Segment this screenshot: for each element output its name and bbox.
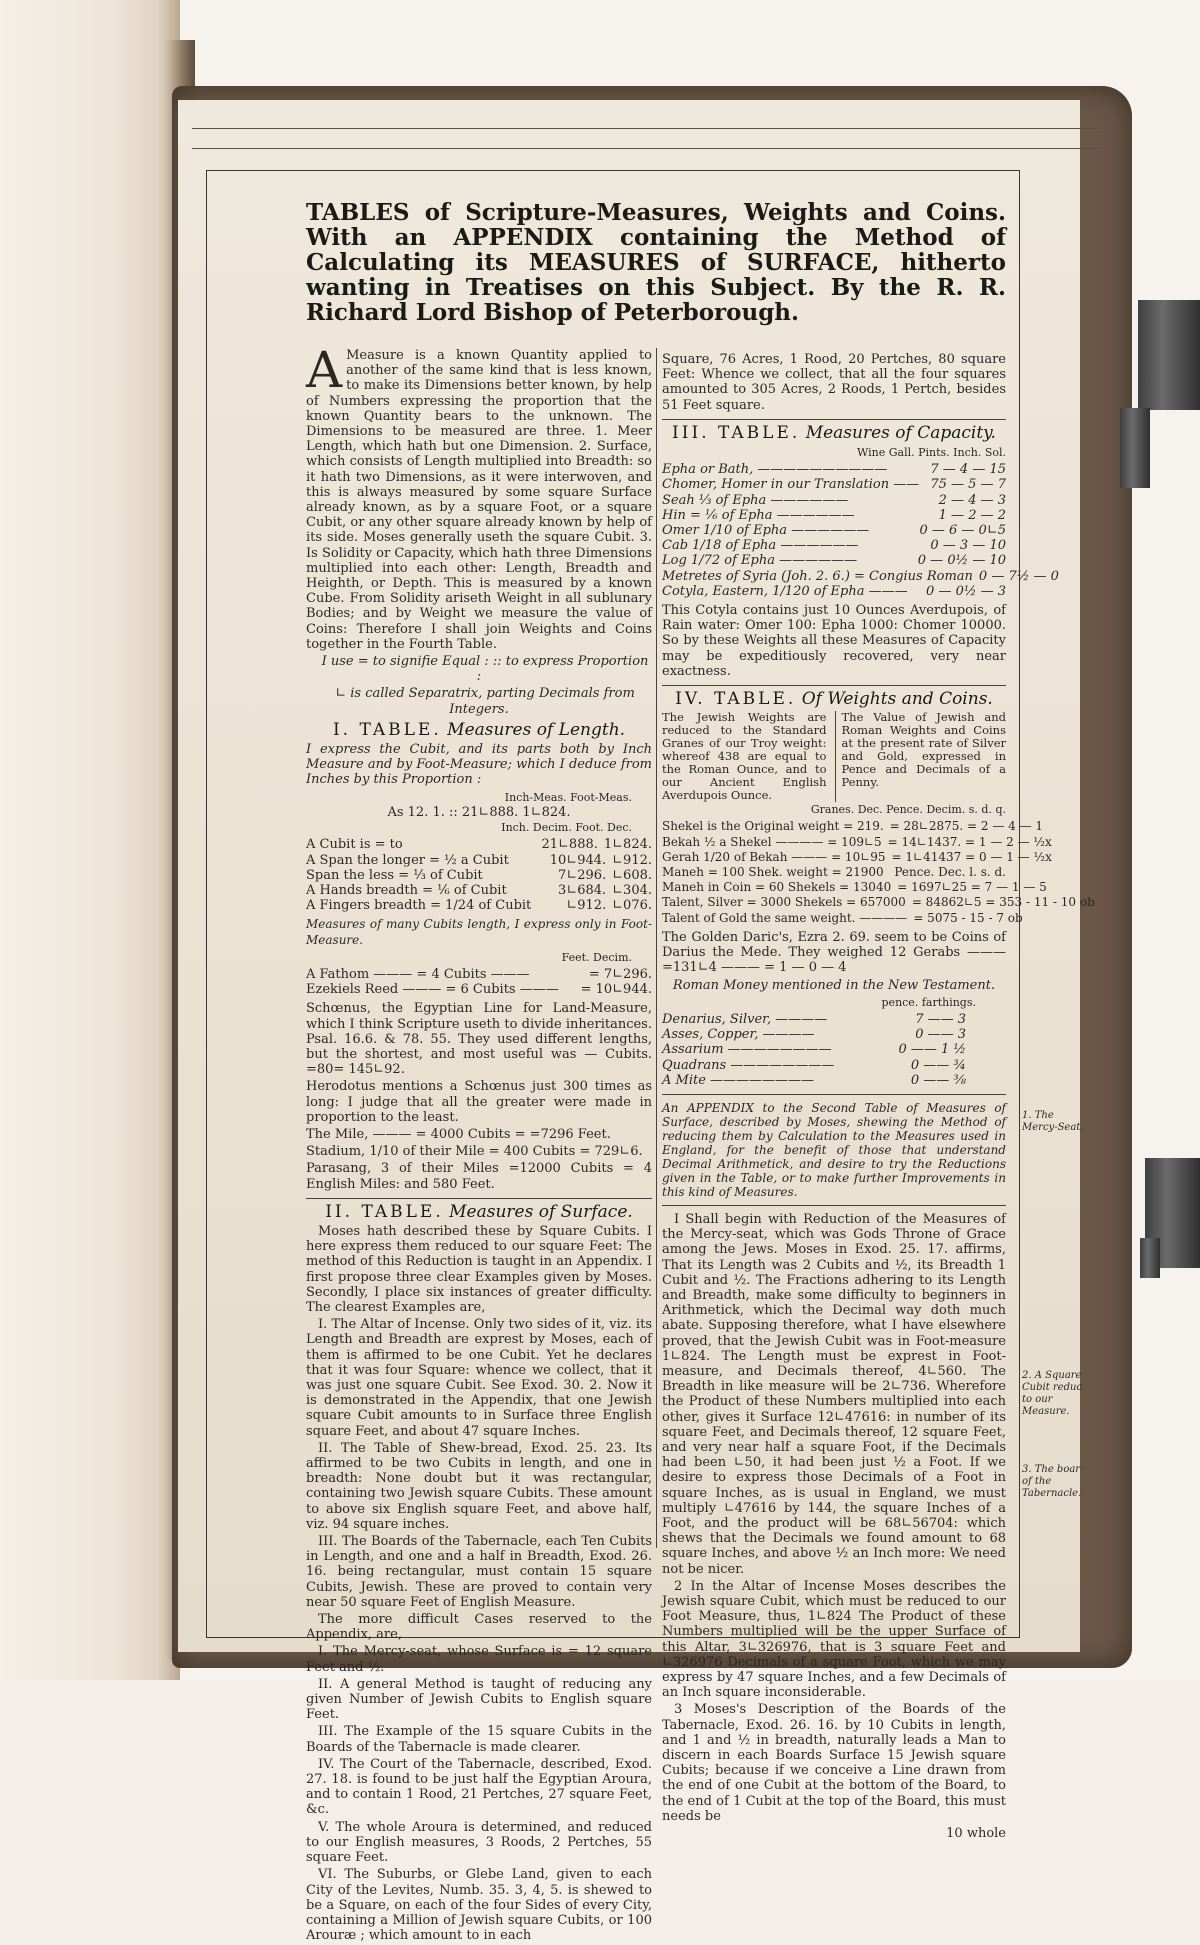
table-cell: ∟912.: [612, 852, 652, 868]
table-row: [306, 898, 652, 913]
table-cell: Chomer, Homer in our Translation ——: [662, 477, 920, 493]
roman-money-rows: [662, 1012, 1006, 1088]
table-4-intro-left: The Jewish Weights are reduced to the Standard Granes of our Troy weight: whereof 438 are equal to the Roman Ounce, and to our Ancient English Averdupois Ounce.: [662, 710, 827, 803]
table-row: [662, 508, 1006, 523]
table-row: [662, 1058, 966, 1073]
continuation-text: Square, 76 Acres, 1 Rood, 20 Pertches, 80 square Feet: Whence we collect, that all the four squares amounted to 305 Acres, 2 Roods, 1 Pertch, besides 51 Feet square.: [662, 352, 1006, 413]
table-cell: ∟304.: [612, 882, 652, 898]
table-cell: Gerah 1/20 of Bekah ——— = 10∟95: [662, 849, 886, 864]
table-row: [662, 584, 1006, 599]
table-1-long-rows: [306, 967, 652, 997]
metal-clasp-upper: [1138, 300, 1200, 410]
table-cell: A Hands breadth = ⅙ of Cubit: [306, 882, 507, 898]
table-cell: = 28∟2875. = 2 — 4 — 1: [889, 819, 1044, 834]
rule: [662, 1205, 1006, 1206]
mile-entry: The Mile, ——— = 4000 Cubits = =7296 Feet.: [306, 1126, 611, 1142]
column-divider: [656, 348, 657, 1548]
table-cell: ∟076.: [612, 898, 652, 914]
table-cell: A Fingers breadth = 1/24 of Cubit: [306, 898, 532, 914]
table-cell: 7 — 4 — 15: [930, 462, 1006, 478]
appendix-para: 2 In the Altar of Incense Moses describes the Jewish square Cubit, which must be reduced to our Foot Measure, thus, 1∟824 The Product of these Numbers multiplied will be the upper Surface of this Altar, 3∟326976, that is 3 square Feet and ∟326976 Decimals of a square Foot, which we may express by 47 square Inches, and a few Decimals of an Inch square inconsiderable.: [662, 1578, 1006, 1701]
table-cell: 21∟888.: [541, 837, 598, 853]
table-cell: 0 — 7½ — 0: [978, 568, 1059, 584]
table-cell: 10∟944.: [549, 852, 607, 868]
table-2-para: The more difficult Cases reserved to the Appendix, are,: [306, 1612, 652, 1643]
rule: [662, 1094, 1006, 1095]
table-1-feet-head: Feet. Decim.: [561, 950, 632, 964]
table-1-col-head: Inch-Meas. Foot-Meas.: [504, 790, 632, 804]
table-row: [662, 523, 1006, 538]
daric-entry: The Golden Daric's, Ezra 2. 69. seem to be Coins of Darius the Mede. They weighed 12 Gerabs ——— =131∟4 ——— = 1 — 0 — 4: [662, 929, 1006, 976]
table-2-para: I. The Mercy-seat, whose Surface is = 12 square Feet and ½.: [306, 1644, 652, 1675]
rule: [662, 685, 1006, 686]
table-3-note: This Cotyla contains just 10 Ounces Averdupois, of Rain water: Omer 100: Epha 1000: Chomer 10000. So by these Weights all these Measures of Capacity may be expeditiously recovered, very near exactness.: [662, 603, 1006, 679]
table-row: [662, 849, 1052, 865]
herodotus-entry: Herodotus mentions a Schœnus just 300 times as long: I judge that all the greater were made in proportion to the least.: [306, 1079, 652, 1125]
table-row: [662, 819, 1044, 834]
table-cell: = 84862∟5 = 353 - 11 - 10 ob: [911, 895, 1095, 910]
table-cell: Omer 1/10 of Epha ——————: [662, 523, 870, 539]
table-2-para: II. A general Method is taught of reducing any given Number of Jewish Cubits to English square Feet.: [306, 1676, 652, 1723]
left-page-leaf: [0, 0, 180, 1680]
table-cell: Cotyla, Eastern, 1/120 of Epha ———: [662, 583, 908, 599]
metal-clasp-lower-tab: [1140, 1238, 1160, 1278]
table-row: [662, 865, 1006, 880]
table-cell: 0 —— 3: [915, 1027, 966, 1043]
table-4-col-head: Granes. Dec. Pence. Decim. s. d. q.: [810, 803, 1006, 817]
table-row: [662, 1073, 966, 1088]
schoenus-entry: Schœnus, the Egyptian Line for Land-Measure, which I think Scripture useth to divide inheritances. Psal. 16.6. & 78. 55. They used different lengths, but the shortest, and most useful was — Cubits. =80= 145∟92.: [306, 1001, 652, 1078]
table-cell: = 1697∟25 = 7 — 1 — 5: [897, 880, 1047, 895]
stadium-entry: Stadium, 1/10 of their Mile = 400 Cubits = 729∟6.: [306, 1144, 643, 1160]
table-cell: 7 —— 3: [915, 1011, 966, 1027]
table-cell: 0 — 0½ — 10: [917, 553, 1006, 569]
appendix-heading: An APPENDIX to the Second Table of Measures of Surface, described by Moses, shewing the Method of reducing them by Calculation to the Measures used in England, for the benefit of those that understand Decimal Arithmetick, and desire to try the Reductions given in the Table, or to make further Improvements in this kind of Measures.: [662, 1100, 1006, 1199]
table-row: [662, 1042, 966, 1057]
table-cell: 0 —— ⅜: [910, 1072, 966, 1088]
table-4-rows: [662, 819, 1095, 925]
table-cell: A Span the longer = ½ a Cubit: [306, 852, 509, 868]
table-cell: Maneh = 100 Shek. weight = 21900: [662, 865, 884, 880]
table-row: [662, 493, 1006, 508]
table-4-intro-right: The Value of Jewish and Roman Weights and Coins at the present rate of Silver and Gold, expressed in Pence and Decimals of a Penny.: [835, 711, 1007, 802]
table-cell: Asses, Copper, ————: [662, 1027, 815, 1043]
left-column: [306, 341, 652, 1945]
appendix-para: 3 Moses's Description of the Boards of the Tabernacle, Exod. 26. 16. by 10 Cubits in length, and 1 and ½ in breadth, naturally leads a Man to discern in each Boards Surface 15 Jewish square Cubits; because if we conceive a Line drawn from the end of one Cubit at the bottom of the Board, to the end of 1 Cubit at the top of the Board, this must needs be: [662, 1702, 1006, 1824]
table-2-para: V. The whole Aroura is determined, and reduced to our English measures, 3 Roods, 2 Pertches, 55 square Feet.: [306, 1819, 652, 1866]
rule: [306, 1198, 652, 1199]
table-row: [662, 462, 1006, 477]
table-2-para: VI. The Suburbs, or Glebe Land, given to each City of the Levites, Numb. 35. 3, 4, 5. is shewed to be a Square, on each of the four Sides of every City, containing a Million of Jewish square Cubits, or 100 Arouræ ; which amount to in each: [306, 1867, 652, 1944]
dropcap-a: A: [306, 341, 343, 399]
table-row: [662, 553, 1006, 568]
table-4-intro: [662, 711, 1006, 802]
table-cell: = 5075 - 15 - 7 ob: [913, 910, 1023, 925]
table-1-proportion: As 12. 1. :: 21∟888. 1∟824.: [387, 804, 571, 820]
catchword: 10 whole: [946, 1826, 1006, 1842]
margin-note-3: 3. The boar of the Tabernacle.: [1022, 1464, 1082, 1499]
table-cell: Metretes of Syria (Joh. 2. 6.) = Congius Roman: [662, 568, 973, 584]
table-cell: = 7∟296.: [588, 966, 652, 982]
table-row: [306, 967, 652, 982]
table-4-heading: IV. TABLE. Of Weights and Coins.: [675, 689, 993, 710]
table-row: [662, 834, 1052, 850]
roman-money-col-head: pence. farthings.: [881, 995, 976, 1009]
table-row: [306, 883, 652, 898]
table-row: [662, 910, 1023, 926]
table-cell: 0 — 6 — 0∟5: [919, 523, 1006, 539]
table-row: [662, 538, 1006, 553]
table-1-many-cubits: Measures of many Cubits length, I express only in Foot-Measure.: [306, 917, 652, 947]
table-row: [306, 837, 652, 852]
table-cell: Ezekiels Reed ——— = 6 Cubits ———: [306, 982, 559, 998]
table-cell: Cab 1/18 of Epha ——————: [662, 538, 859, 554]
table-row: [662, 1027, 966, 1042]
appendix-para: I Shall begin with Reduction of the Measures of the Mercy-seat, which was Gods Throne of Grace among the Jews. Moses in Exod. 25. 17. affirms, That its Length was 2 Cubits and ½, its Breadth 1 Cubit and ½. The Fractions adhering to its Length and Breadth, make some difficulty to beginners in Arithmetick, which the Decimal way doth much abate. Supposing therefore, what I have elsewhere proved, that the Jewish Cubit was in Foot-measure 1∟824. The Length must be exprest in Foot-measure, and Decimals thereof, 4∟560. The Breadth in like measure will be 2∟736. Wherefore the Product of these Numbers multiplied into each other, gives it Surface 12∟47616: in number of its square Feet, and Decimals thereof, 12 square Feet, and very near half a square Foot, if the Decimals had been ∟50, it had been just ½ a Foot. If we desire to express those Decimals of a Foot in square Inches, as is usual in England, we must multiply ∟47616 by 144, the square Inches of a Foot, and the product will be 68∟56704: which shews that the Decimals we found amount to 68 square Inches, and above ½ an Inch more: We need not be nicer.: [662, 1211, 1006, 1577]
table-cell: 0 —— 1 ½: [898, 1042, 966, 1058]
table-2-para: III. The Example of the 15 square Cubits in the Boards of the Tabernacle is made clearer.: [306, 1724, 652, 1755]
table-cell: A Fathom ——— = 4 Cubits ———: [306, 966, 530, 982]
table-row: [662, 880, 1047, 895]
table-cell: Talent, Silver = 3000 Shekels = 657000: [662, 895, 906, 910]
intro-text: Measure is a known Quantity applied to another of the same kind that is less known, to make its Dimensions better known, by help of Numbers expressing the proportion that the known Quantity bears to the unknown. The Dimensions to be measured are three. 1. Meer Length, which hath but one Dimension. 2. Surface, which consists of Length multiplied into Breadth: so it hath two Dimensions, as it were interwoven, and this is always measured by some square Surface already known, as by a square Foot, or a square Cubit, or any other square already known by help of its side. Moses generally useth the square Cubit. 3. Is Solidity or Capacity, which hath three Dimensions multiplied into each other: Length, Breadth and Heighth, or Depth. This is measured by a known Cube. From Solidity ariseth Weight in all sublunary Bodies; and by Weight we measure the value of Coins: Therefore I shall join Weights and Coins together in the Fourth Table.: [306, 348, 652, 652]
table-cell: 3∟684.: [558, 882, 607, 898]
parasang-entry: Parasang, 3 of their Miles =12000 Cubits = 4 English Miles: and 580 Feet.: [306, 1161, 652, 1192]
table-cell: Shekel is the Original weight = 219.: [662, 819, 884, 834]
table-1-intro: I express the Cubit, and its parts both by Inch Measure and by Foot-Measure; which I deduce from Inches by this Proportion :: [306, 742, 652, 788]
table-cell: Log 1/72 of Epha ——————: [662, 553, 858, 569]
table-cell: Denarius, Silver, ————: [662, 1011, 828, 1027]
table-cell: Bekah ½ a Shekel ———— = 109∟5: [662, 834, 882, 849]
notation-line-2: ∟ is called Separatrix, parting Decimals from Integers.: [335, 686, 635, 717]
table-2-para: Moses hath described these by Square Cubits. I here express them reduced to our square Feet: The method of this Reduction is taught in an Appendix. I first propose three clear Examples given by Moses. Secondly, I place six instances of greater difficulty. The clearest Examples are,: [306, 1223, 652, 1315]
margin-note-1: 1. The Mercy-Seat.: [1022, 1110, 1084, 1133]
table-2-para: IV. The Court of the Tabernacle, described, Exod. 27. 18. is found to be just half the Egyptian Aroura, and to contain 1 Rood, 21 Pertches, 27 square Feet, &c.: [306, 1756, 652, 1818]
table-1-rows: [306, 837, 652, 913]
table-2-heading: II. TABLE. Measures of Surface.: [325, 1201, 633, 1222]
table-row: [662, 568, 1059, 584]
table-cell: 0 — 3 — 10: [930, 538, 1006, 554]
table-cell: = 14∟1437. = 1 — 2 — ½x: [887, 834, 1052, 849]
table-cell: 1 — 2 — 2: [938, 507, 1006, 523]
top-rule-2: [192, 148, 1100, 149]
rule: [662, 419, 1006, 420]
table-cell: 0 — 0½ — 3: [926, 583, 1006, 599]
table-cell: Seah ⅓ of Epha ——————: [662, 492, 849, 508]
table-row: [662, 477, 1006, 492]
table-3-heading: III. TABLE. Measures of Capacity.: [672, 422, 996, 443]
notation-line-1: I use = to signifie Equal : :: to express Proportion :: [321, 654, 649, 685]
table-cell: Pence. Dec. l. s. d.: [894, 865, 1006, 880]
table-row: [306, 853, 652, 868]
table-row: [662, 895, 1095, 910]
table-cell: A Cubit is = to: [306, 837, 403, 853]
roman-money-heading: Roman Money mentioned in the New Testament.: [672, 977, 996, 993]
table-cell: Quadrans ————————: [662, 1057, 835, 1073]
table-row: [306, 982, 652, 997]
table-cell: 2 — 4 — 3: [938, 492, 1006, 508]
margin-note-2: 2. A Square Cubit reduc to our Measure.: [1022, 1370, 1083, 1417]
table-cell: = 1∟41437 = 0 — 1 — ½x: [891, 849, 1052, 864]
table-cell: Span the less = ⅓ of Cubit: [306, 867, 483, 883]
top-rule-1: [192, 128, 1100, 129]
table-cell: ∟608.: [612, 867, 652, 883]
table-2-para: II. The Table of Shew-bread, Exod. 25. 23. Its affirmed to be two Cubits in length, and one in breadth: None doubt but it was rectangular, containing two Jewish square Cubits. These amount to above six English square Feet, and above half, viz. 94 square inches.: [306, 1440, 652, 1532]
table-2-para: III. The Boards of the Tabernacle, each Ten Cubits in Length, and one and a half in Breadth, Exod. 26. 16. being rectangular, must contain 15 square Cubits, Jewish. These are proved to contain very near 50 square Feet of English Measure.: [306, 1534, 652, 1610]
metal-clasp-upper-tab: [1120, 408, 1150, 488]
table-cell: = 10∟944.: [580, 982, 652, 998]
table-cell: Talent of Gold the same weight. ————: [662, 910, 908, 925]
table-1-heading: I. TABLE. Measures of Length.: [332, 719, 626, 740]
table-1-col-head-2: Inch. Decim. Foot. Dec.: [501, 821, 632, 835]
table-cell: Maneh in Coin = 60 Shekels = 13040: [662, 880, 892, 895]
table-cell: ∟912.: [566, 898, 607, 914]
table-cell: 7∟296.: [558, 867, 607, 883]
table-cell: 1∟824.: [603, 837, 652, 853]
table-cell: 0 —— ¾: [910, 1057, 966, 1073]
table-cell: A Mite ————————: [662, 1072, 815, 1088]
page-title: TABLES of Scripture-Measures, Weights and Coins. With an APPENDIX containing the Method of Calculating its MEASURES of SURFACE, hitherto wanting in Treatises on this Subject. By the R. R. Richard Lord Bishop of Peterborough.: [306, 199, 1006, 326]
table-2-para: I. The Altar of Incense. Only two sides of it, viz. its Length and Breadth are exprest by Moses, each of them is affirmed to be one Cubit. Yet he declares that it was four Square: whence we collect, that it was just one square Cubit. See Exod. 30. 2. Now it is demonstrated in the Appendix, that one Jewish square Cubit amounts to in Surface three English square Feet, and about 47 square Inches.: [306, 1317, 652, 1439]
table-cell: Hin = ⅙ of Epha ——————: [662, 507, 855, 523]
table-row: [306, 868, 652, 883]
table-cell: 75 — 5 — 7: [930, 477, 1006, 493]
table-cell: Epha or Bath, ——————————: [662, 462, 888, 478]
table-3-rows: [662, 462, 1059, 599]
table-cell: Assarium ————————: [662, 1042, 832, 1058]
table-row: [662, 1012, 966, 1027]
table-3-col-head: Wine Gall. Pints. Inch. Sol.: [857, 446, 1006, 460]
